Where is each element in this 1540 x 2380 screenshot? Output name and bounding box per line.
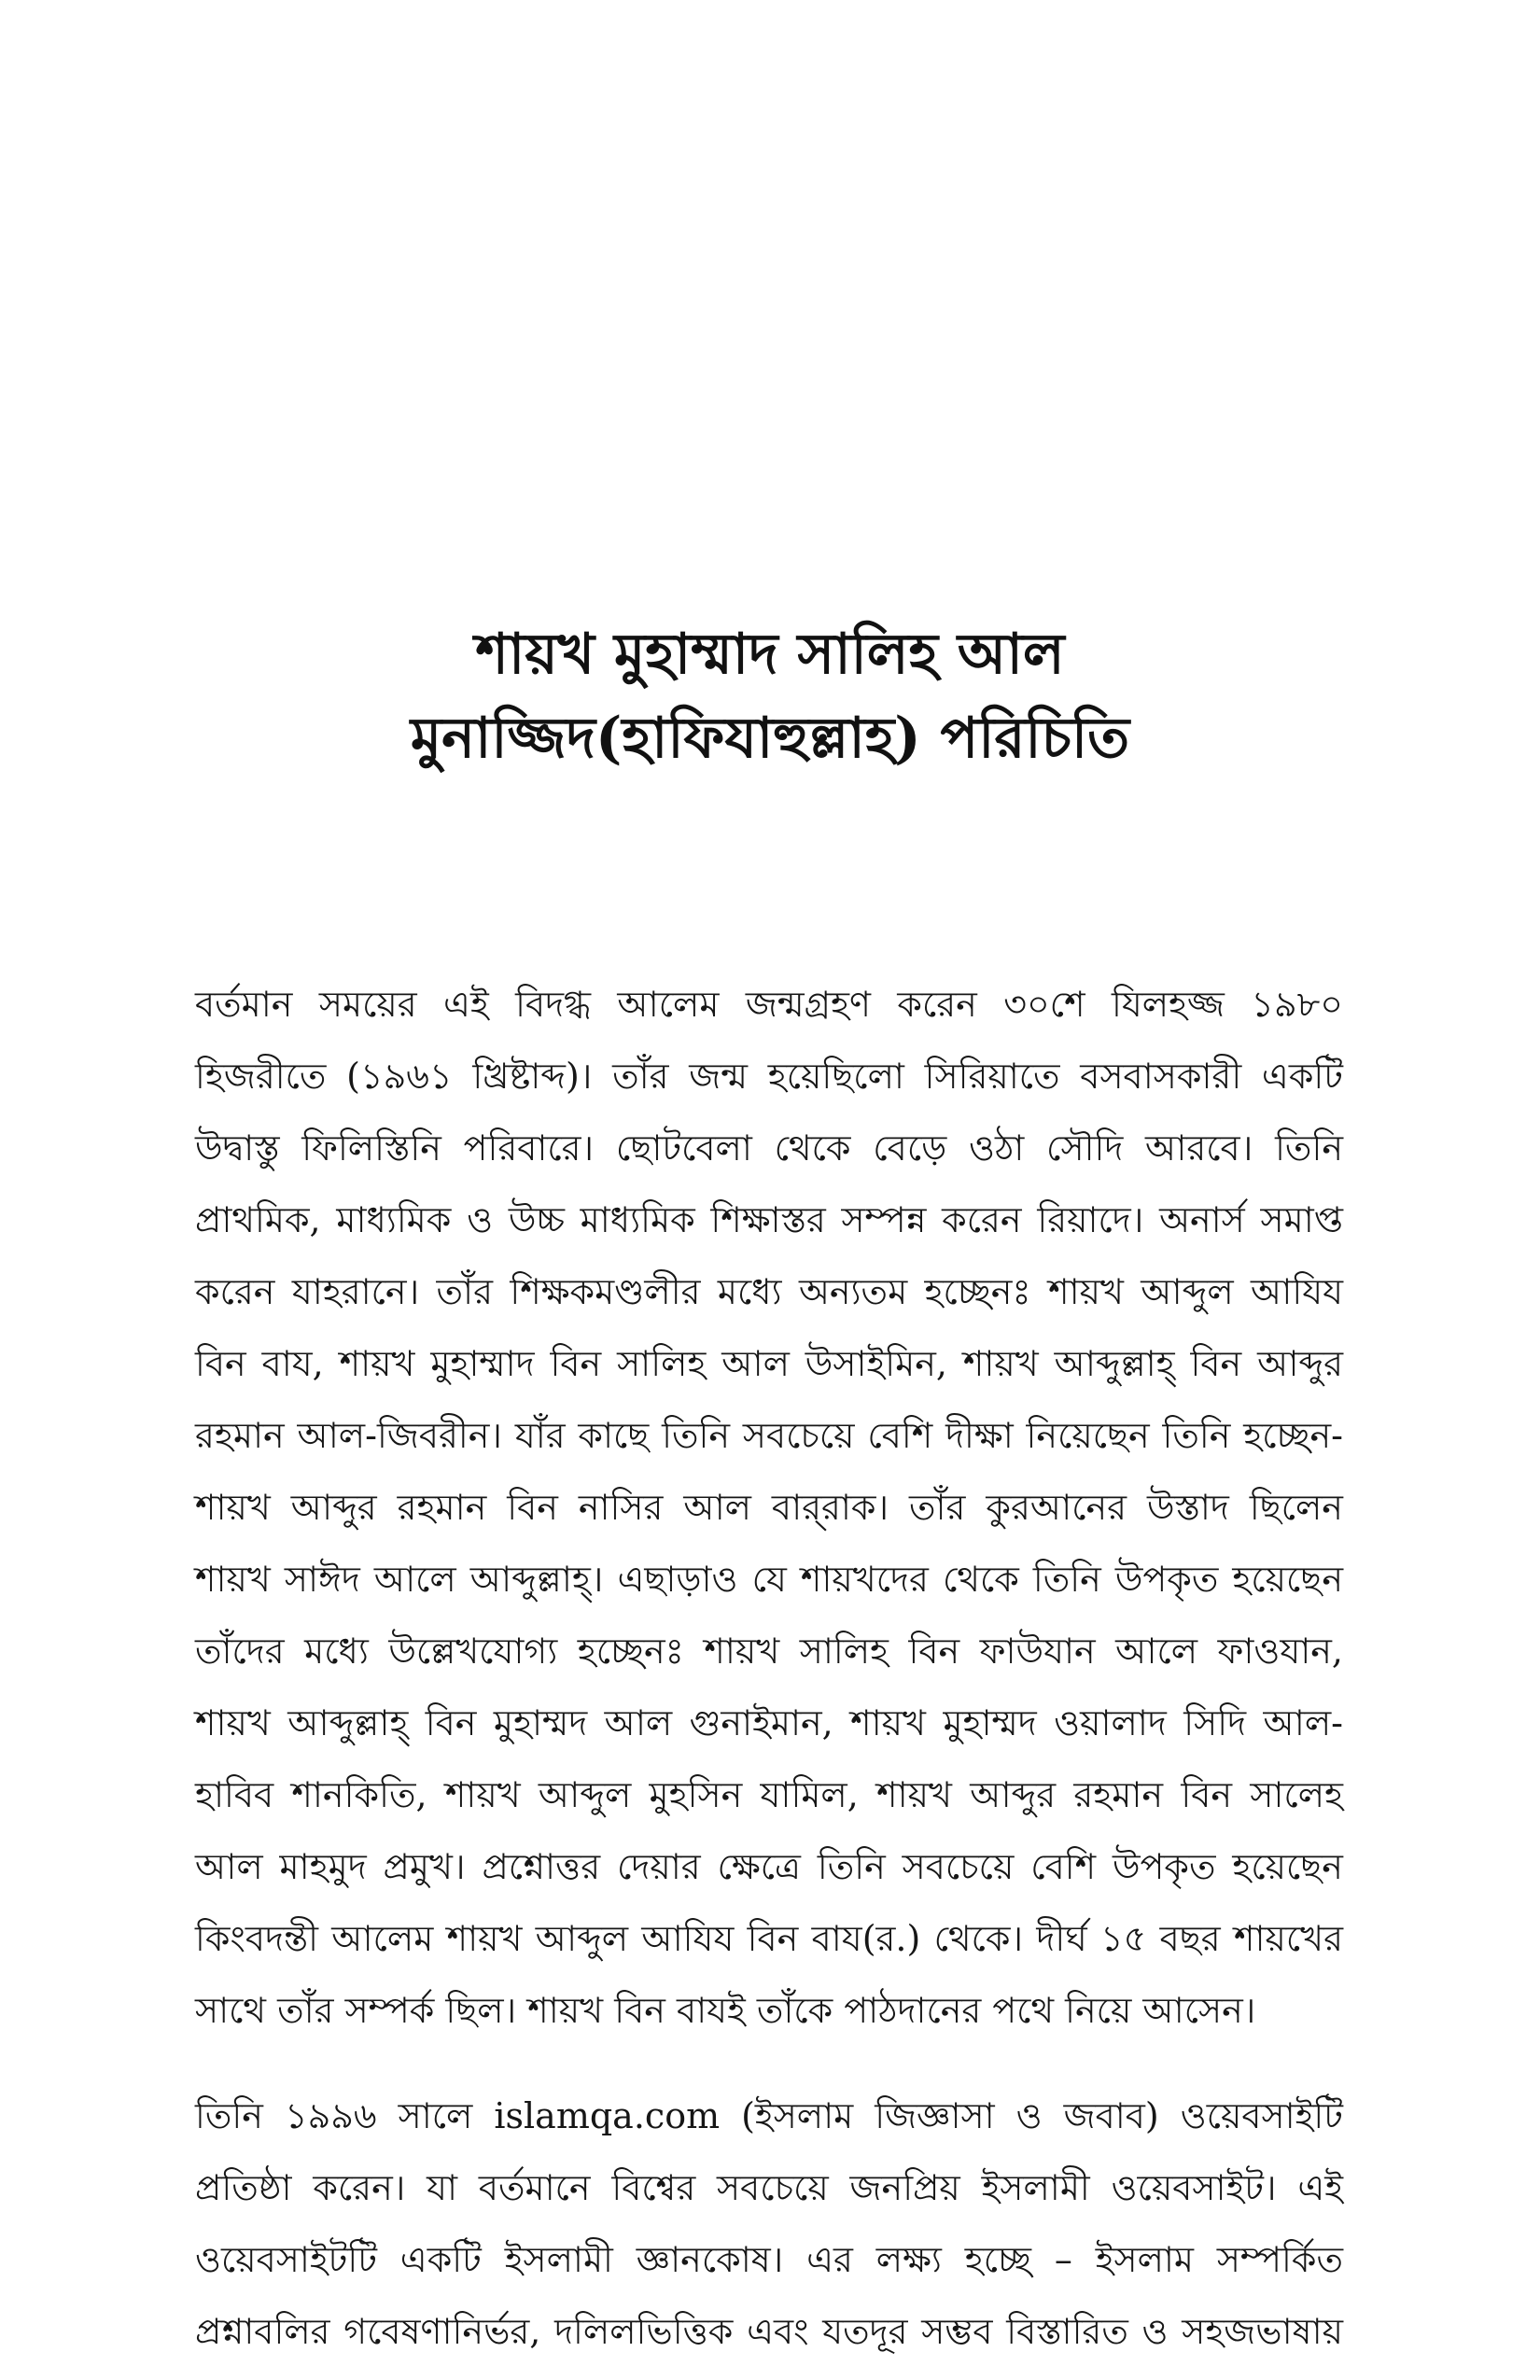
- title-line: [210, 612, 1330, 696]
- body-paragraph: [195, 2080, 1343, 2368]
- paragraph-line: তিনি ১৯৯৬ সালে islamqa.com (ইসলাম জিজ্ঞাসা ও জবাব) ওয়েবসাইটি: [195, 2095, 1343, 2136]
- title-line-text: শায়খ মুহাম্মাদ সালিহ আল: [475, 622, 1065, 687]
- paragraph-line: শায়খ সাঈদ আলে আব্দুল্লাহ্। এছাড়াও যে শায়খদের থেকে তিনি উপকৃত হয়েছেন: [195, 1559, 1343, 1600]
- paragraph-line: সাথে তাঁর সম্পর্ক ছিল। শায়খ বিন বাযই তাঁকে পাঠদানের পথে নিয়ে আসেন।: [195, 1990, 1256, 2031]
- paragraph-line: প্রাথমিক, মাধ্যমিক ও উচ্চ মাধ্যমিক শিক্ষাস্তর সম্পন্ন করেন রিয়াদে। অনার্স সমাপ্ত: [195, 1199, 1343, 1240]
- paragraph-line: প্রতিষ্ঠা করেন। যা বর্তমানে বিশ্বের সবচেয়ে জনপ্রিয় ইসলামী ওয়েবসাইট। এই: [195, 2167, 1343, 2208]
- paragraph-line: আল মাহমুদ প্রমুখ। প্রশ্নোত্তর দেয়ার ক্ষেত্রে তিনি সবচেয়ে বেশি উপকৃত হয়েছেন: [195, 1846, 1343, 1887]
- paragraph-line: শায়খ আব্দুল্লাহ্ বিন মুহাম্মদ আল গুনাইমান, শায়খ মুহাম্মদ ওয়ালাদ সিদি আল-: [195, 1702, 1343, 1743]
- paragraph-line: উদ্বাস্তু ফিলিস্তিনি পরিবারে। ছোটবেলা থেকে বেড়ে ওঠা সৌদি আরবে। তিনি: [195, 1127, 1343, 1169]
- paragraph-line: হিজরীতে (১৯৬১ খ্রিষ্টাব্দ)। তাঁর জন্ম হয়েছিলো সিরিয়াতে বসবাসকারী একটি: [195, 1056, 1343, 1097]
- title-line-text: মুনাজ্জিদ(হাফিযাহুল্লাহ) পরিচিতি: [410, 706, 1130, 771]
- chapter-title: [210, 612, 1330, 780]
- paragraph-line: বর্তমান সময়ের এই বিদগ্ধ আলেম জন্মগ্রহণ করেন ৩০শে যিলহজ্জ ১৯৮০: [195, 984, 1343, 1025]
- paragraph-line: রহমান আল-জিবরীন। যাঁর কাছে তিনি সবচেয়ে বেশি দীক্ষা নিয়েছেন তিনি হচ্ছেন-: [195, 1415, 1343, 1456]
- paragraph-line: শায়খ আব্দুর রহমান বিন নাসির আল বার্‌রাক। তাঁর কুরআনের উস্তাদ ছিলেন: [195, 1487, 1343, 1528]
- title-line: [210, 696, 1330, 780]
- paragraph-line: প্রশ্নাবলির গবেষণানির্ভর, দলিলভিত্তিক এবং যতদূর সম্ভব বিস্তারিত ও সহজভাষায়: [195, 2311, 1343, 2352]
- paragraph-line: করেন যাহরানে। তাঁর শিক্ষকমণ্ডলীর মধ্যে অন্যতম হচ্ছেনঃ শায়খ আব্দুল আযিয: [195, 1271, 1343, 1312]
- paragraph-line: হাবিব শানকিতি, শায়খ আব্দুল মুহসিন যামিল, শায়খ আব্দুর রহমান বিন সালেহ: [195, 1774, 1343, 1815]
- paragraph-line: ওয়েবসাইটটি একটি ইসলামী জ্ঞানকোষ। এর লক্ষ্য হচ্ছে – ইসলাম সম্পর্কিত: [195, 2239, 1343, 2280]
- paragraph-line: বিন বায, শায়খ মুহাম্মাদ বিন সালিহ আল উসাইমিন, শায়খ আব্দুল্লাহ্ বিন আব্দুর: [195, 1343, 1343, 1384]
- paragraph-line: তাঁদের মধ্যে উল্লেখযোগ্য হচ্ছেনঃ শায়খ সালিহ বিন ফাউযান আলে ফাওযান,: [195, 1631, 1343, 1672]
- body-paragraph: [195, 969, 1343, 2047]
- paragraph-line: কিংবদন্তী আলেম শায়খ আব্দুল আযিয বিন বায(র.) থেকে। দীর্ঘ ১৫ বছর শায়খের: [195, 1918, 1343, 1959]
